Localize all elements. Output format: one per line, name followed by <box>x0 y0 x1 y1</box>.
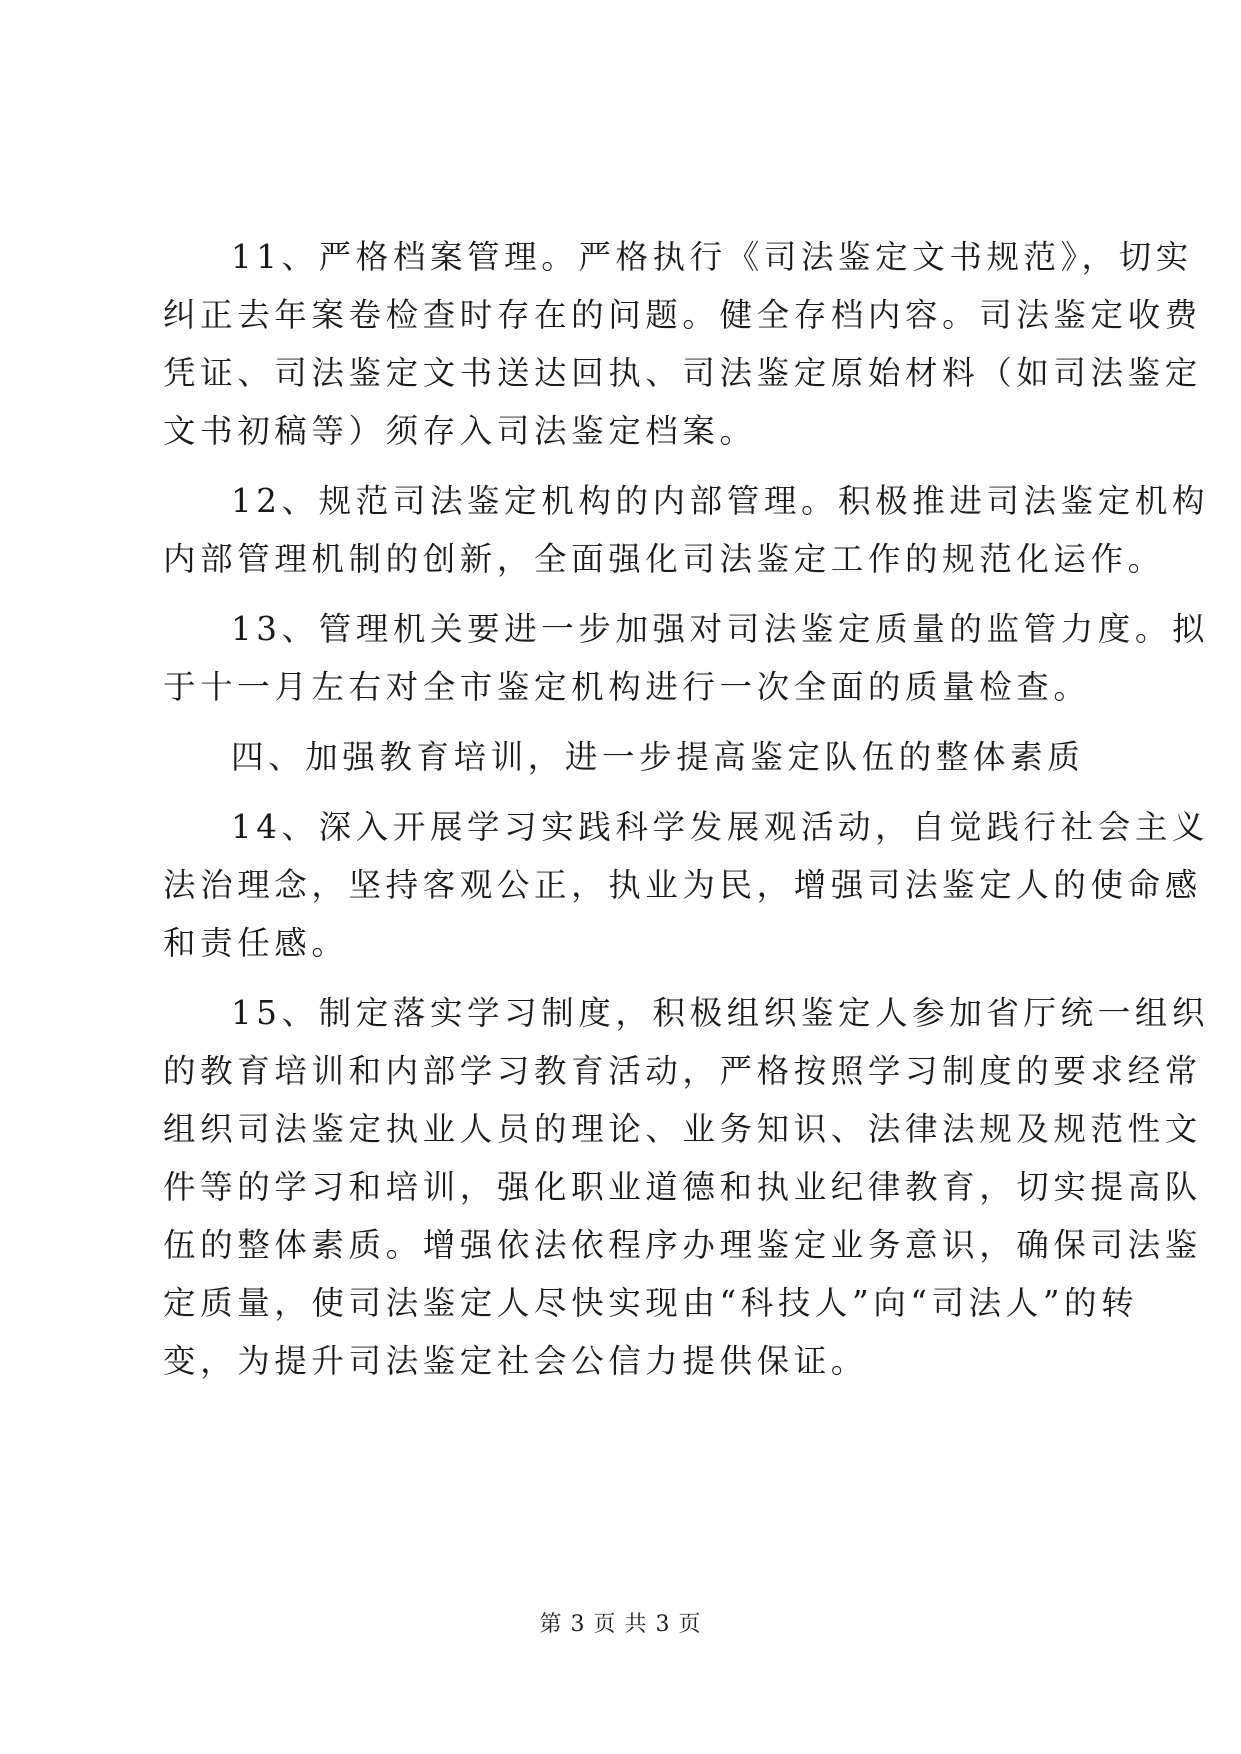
text-line: 和责任感。 <box>163 924 349 962</box>
text-line: 定质量，使司法鉴定人尽快实现由“科技人”向“司法人”的转 <box>163 1284 1139 1322</box>
text-line: 纠正去年案卷检查时存在的问题。健全存档内容。司法鉴定收费 <box>163 296 1202 334</box>
text-line: 12、规范司法鉴定机构的内部管理。积极推进司法鉴定机构 <box>231 482 1210 520</box>
text-line: 变，为提升司法鉴定社会公信力提供保证。 <box>163 1342 868 1380</box>
text-line: 的教育培训和内部学习教育活动，严格按照学习制度的要求经常 <box>163 1052 1202 1090</box>
text-line: 文书初稿等）须存入司法鉴定档案。 <box>163 412 757 450</box>
text-line: 14、深入开展学习实践科学发展观活动，自觉践行社会主义 <box>231 808 1210 846</box>
paragraph-13 <box>163 600 1210 716</box>
document-body <box>163 228 1210 1390</box>
paragraph-11 <box>163 228 1202 460</box>
text-line: 伍的整体素质。增强依法依程序办理鉴定业务意识，确保司法鉴 <box>163 1226 1202 1264</box>
text-line: 件等的学习和培训，强化职业道德和执业纪律教育，切实提高队 <box>163 1168 1202 1206</box>
section-heading <box>163 728 1083 786</box>
text-line: 四、加强教育培训，进一步提高鉴定队伍的整体素质 <box>231 738 1085 776</box>
text-line: 组织司法鉴定执业人员的理论、业务知识、法律法规及规范性文 <box>163 1110 1202 1148</box>
paragraph-15 <box>163 984 1210 1390</box>
text-line: 凭证、司法鉴定文书送达回执、司法鉴定原始材料（如司法鉴定 <box>163 354 1202 392</box>
text-line: 法治理念，坚持客观公正，执业为民，增强司法鉴定人的使命感 <box>163 866 1202 904</box>
text-line: 11、严格档案管理。严格执行《司法鉴定文书规范》，切实 <box>231 238 1193 276</box>
text-line: 15、制定落实学习制度，积极组织鉴定人参加省厅统一组织 <box>231 994 1210 1032</box>
text-line: 13、管理机关要进一步加强对司法鉴定质量的监管力度。拟 <box>231 610 1210 648</box>
text-line: 于十一月左右对全市鉴定机构进行一次全面的质量检查。 <box>163 668 1091 706</box>
paragraph-14 <box>163 798 1210 972</box>
text-line: 内部管理机制的创新，全面强化司法鉴定工作的规范化运作。 <box>163 540 1165 578</box>
page-number: 第 3 页 共 3 页 <box>539 1612 702 1637</box>
paragraph-12 <box>163 472 1210 588</box>
